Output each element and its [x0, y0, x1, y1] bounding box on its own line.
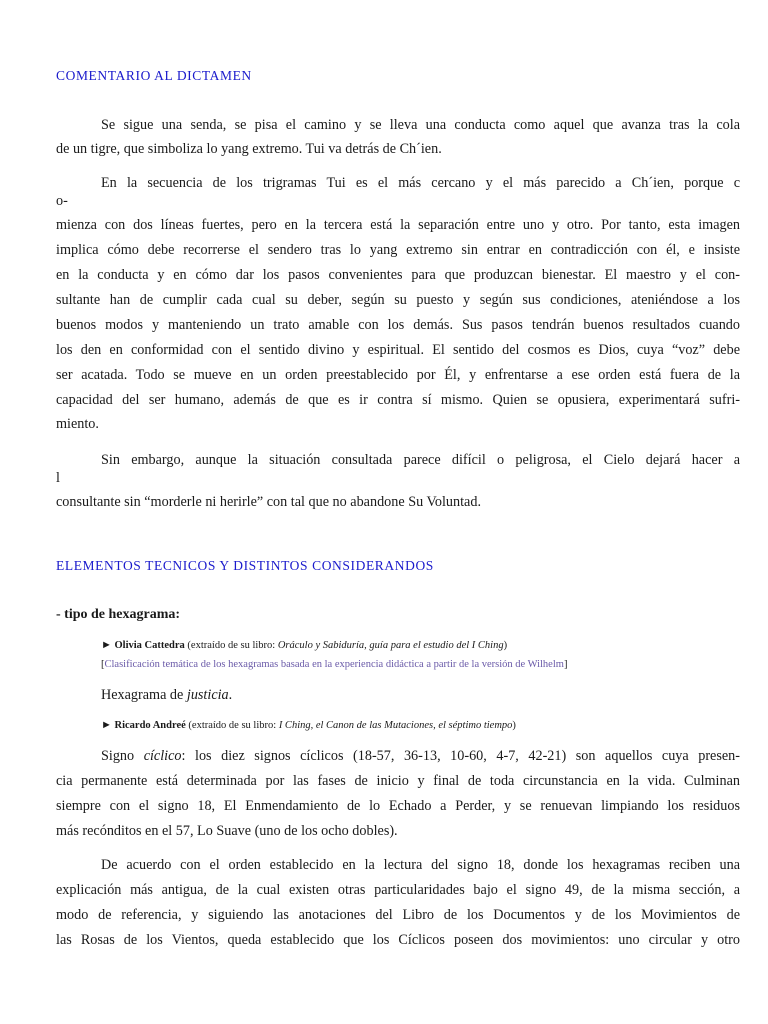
- paragraph-line: l: [56, 470, 60, 486]
- section-heading-elementos: ELEMENTOS TECNICOS Y DISTINTOS CONSIDERANDOS: [56, 558, 434, 573]
- classification-note: [101, 659, 567, 670]
- book-title: Oráculo y Sabiduría, guía para el estudio del I Ching: [277, 640, 504, 651]
- citation-prefix: (extraído de su libro:: [187, 640, 276, 651]
- paragraph-line: sultante han de cumplir cada cual su deber, según su puesto y según sus condiciones, ateniéndose a los: [56, 292, 740, 308]
- paragraph-line: las Rosas de los Vientos, queda establecido que los Cíclicos poseen dos movimientos: uno circular y otro: [56, 932, 740, 948]
- signo-term: cíclico: [143, 748, 182, 764]
- paragraph-line: implica cómo debe recorrerse el sendero tras lo yang extremo sin entrar en contradicción con él, e insiste: [56, 242, 740, 258]
- paragraph-line: Sin embargo, aunque la situación consultada parece difícil o peligrosa, el Cielo dejará hacer a: [101, 452, 740, 468]
- triangle-marker-icon: ►: [101, 639, 112, 651]
- paragraph-line: en la conducta y en cómo dar los pasos convenientes para que produzcan bienestar. El maestro y el con-: [56, 267, 740, 283]
- paragraph-line: consultante sin “morderle ni herirle” con tal que no abandone Su Voluntad.: [56, 494, 481, 510]
- paragraph-line: En la secuencia de los trigramas Tui es el más cercano y el más parecido a Ch´ien, porque c: [101, 175, 740, 191]
- bracket-close: ]: [563, 659, 568, 670]
- subheading-tipo-hexagrama: - tipo de hexagrama:: [56, 607, 181, 622]
- paragraph-line: siempre con el signo 18, El Enmendamiento de lo Echado a Perder, y se renuevan limpiando los residuos: [56, 798, 740, 814]
- citation-prefix: (extraído de su libro:: [188, 720, 277, 731]
- hexagram-type: [101, 687, 232, 704]
- book-title: I Ching, el Canon de las Mutaciones, el séptimo tiempo: [278, 720, 513, 731]
- hexagram-period: .: [228, 687, 233, 703]
- signo-prefix: Signo: [101, 748, 135, 764]
- paragraph-line: modo de referencia, y siguiendo las anotaciones del Libro de los Documentos y de los Movimientos de: [56, 907, 740, 923]
- hexagram-label: Hexagrama de: [101, 687, 184, 703]
- paragraph-line: más recónditos en el 57, Lo Suave (uno de los ocho dobles).: [56, 823, 398, 839]
- citation-suffix: ): [503, 640, 508, 651]
- paragraph-line: ser acatada. Todo se mueve en un orden preestablecido por Él, y enfrentarse a ese orden está fuera de la: [56, 367, 740, 383]
- paragraph-line: de un tigre, que simboliza lo yang extremo. Tui va detrás de Ch´ien.: [56, 141, 442, 157]
- paragraph-line: Se sigue una senda, se pisa el camino y se lleva una conducta como aquel que avanza tras la cola: [101, 117, 740, 133]
- paragraph-line: buenos modos y manteniendo un trato amable con los demás. Sus pasos tendrán buenos resultados cuando: [56, 317, 740, 333]
- paragraph-line: cia permanente está determinada por las fases de inicio y final de toda circunstancia en la vida. Culminan: [56, 773, 740, 789]
- paragraph-line: capacidad del ser humano, además de que es ir contra sí mismo. Quien se opusiera, experimentará sufri-: [56, 392, 740, 408]
- paragraph-line: los den en conformidad con el sentido divino y espiritual. El sentido del cosmos es Dios, cuya “voz” debe: [56, 342, 740, 358]
- paragraph-line: miento.: [56, 416, 99, 432]
- author-name: Olivia Cattedra: [114, 640, 185, 651]
- hexagram-value: justicia: [186, 687, 229, 703]
- classification-text: Clasificación temática de los hexagramas basada en la experiencia didáctica a partir de la versión de Wilhelm: [104, 659, 564, 670]
- paragraph-line: mienza con dos líneas fuertes, pero en la tercera está la separación entre uno y otro. Por tanto, esta imagen: [56, 217, 740, 233]
- citation-suffix: ): [512, 720, 516, 731]
- source-citation-cattedra: [101, 639, 507, 651]
- section-heading-comentario: COMENTARIO AL DICTAMEN: [56, 68, 252, 83]
- paragraph-line: explicación más antigua, de la cual existen otras particularidades bajo el signo 49, de la misma sección, a: [56, 882, 740, 898]
- source-citation-andree: [101, 719, 516, 731]
- paragraph-line: De acuerdo con el orden establecido en la lectura del signo 18, donde los hexagramas reciben una: [101, 857, 740, 873]
- bracket-open: [: [101, 659, 105, 670]
- author-name: Ricardo Andreé: [114, 720, 186, 731]
- signo-ciclico-line: [101, 747, 740, 765]
- paragraph-line: o-: [56, 193, 68, 209]
- signo-rest: : los diez signos cíclicos (18-57, 36-13, 10-60, 4-7, 42-21) son aquellos cuya presen-: [181, 748, 740, 764]
- triangle-marker-icon: ►: [101, 719, 112, 731]
